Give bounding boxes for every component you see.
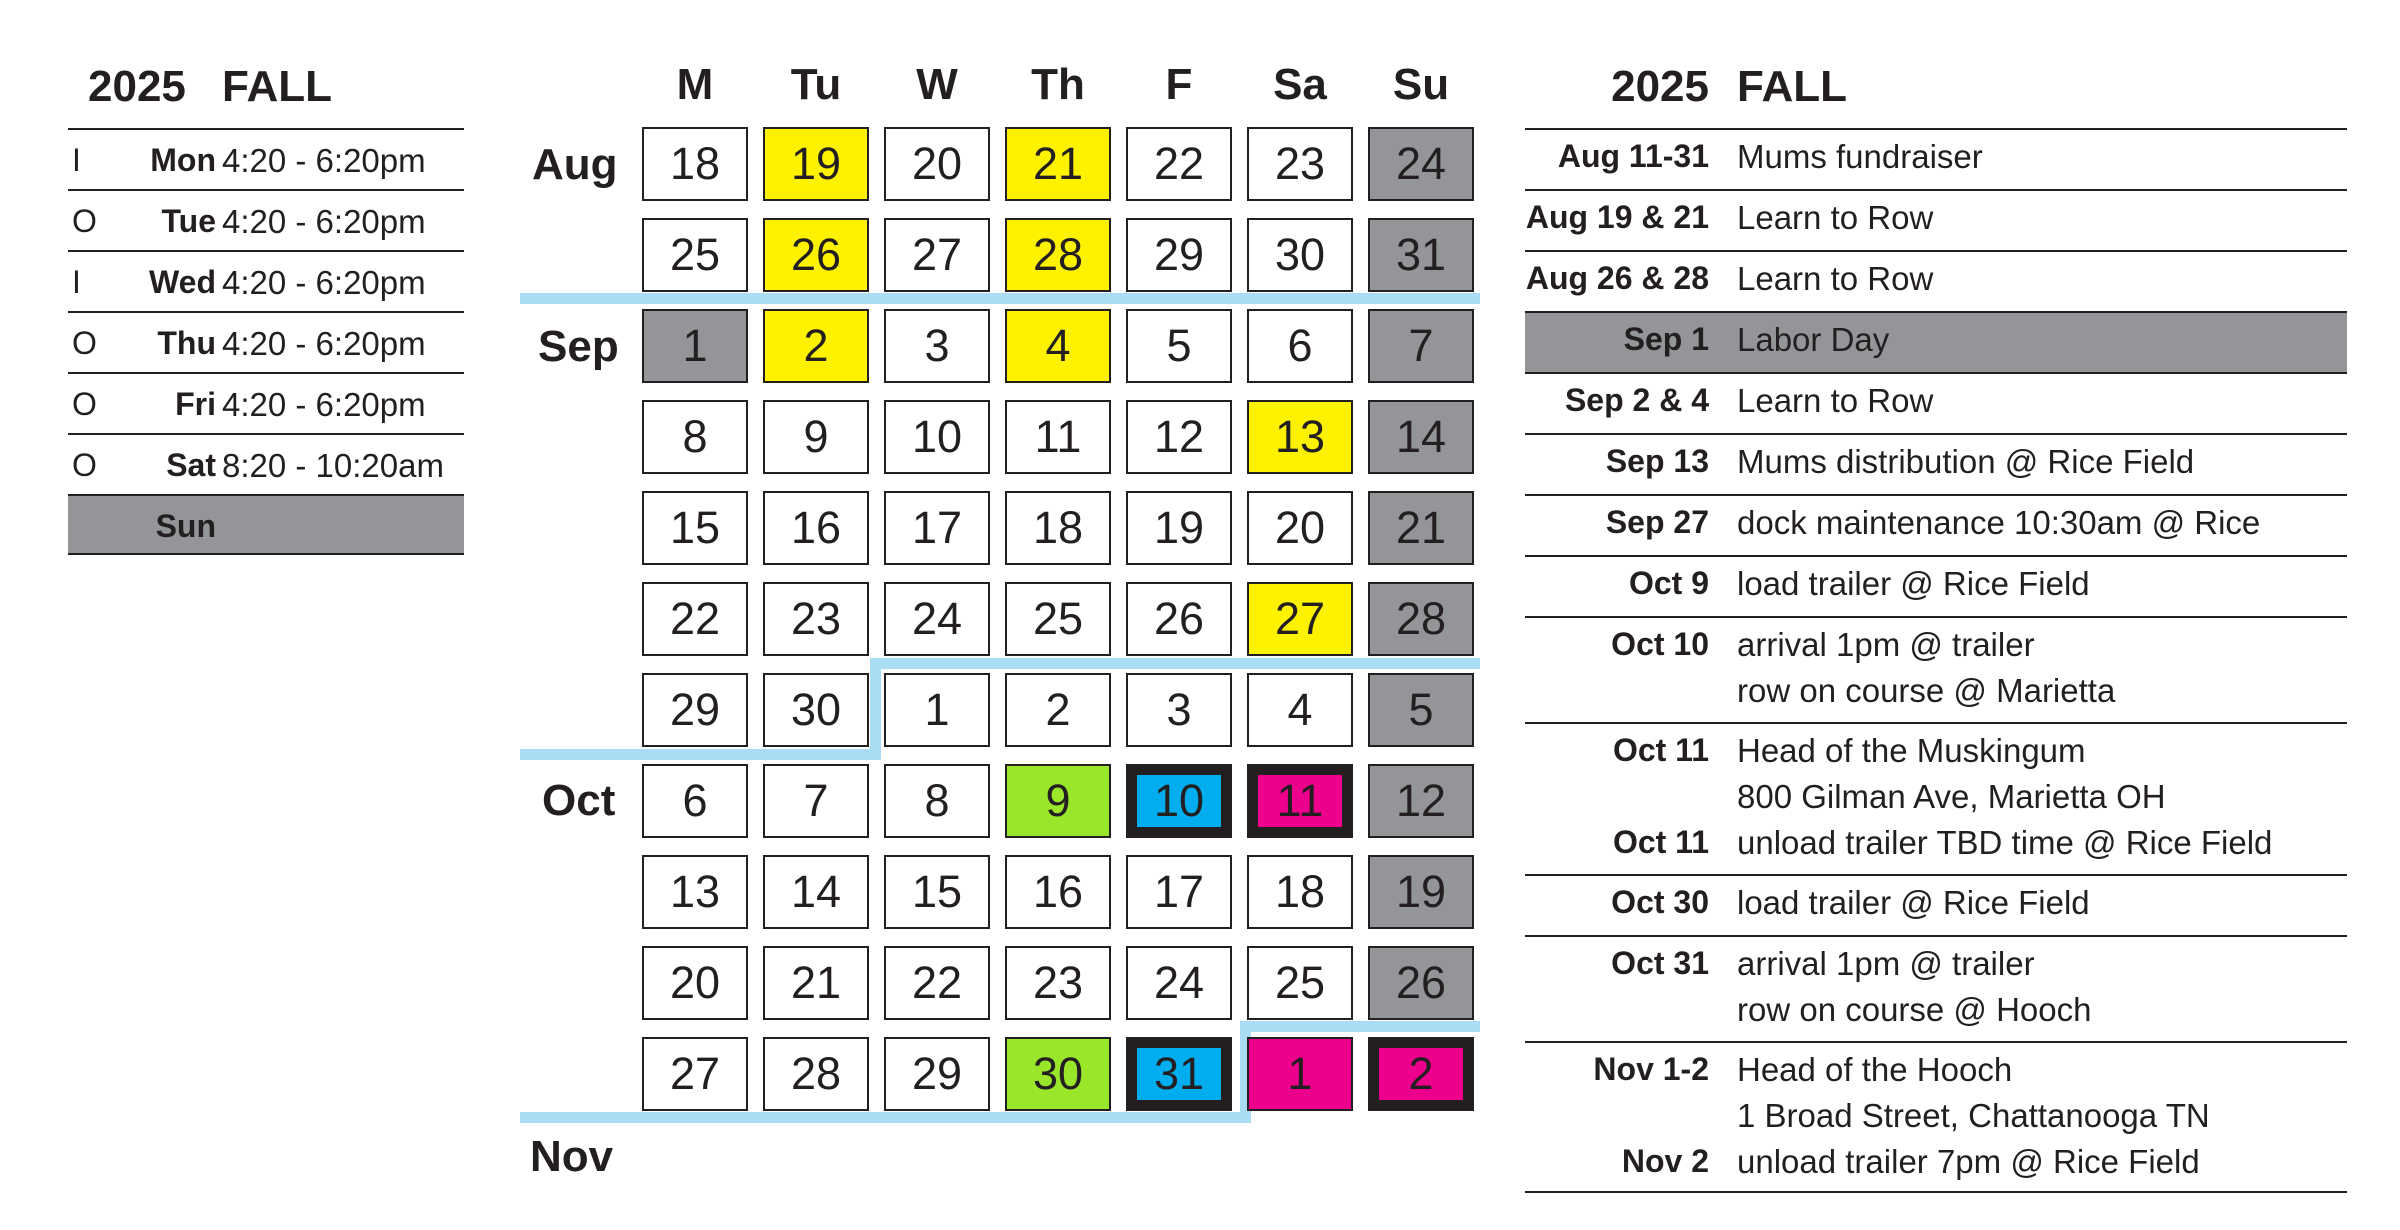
event-line bbox=[1525, 770, 2347, 816]
calendar-day: 2 bbox=[1368, 1037, 1474, 1111]
calendar-day: 18 bbox=[1005, 491, 1111, 565]
event-row bbox=[1525, 311, 2347, 372]
calendar-day: 17 bbox=[1126, 855, 1232, 929]
calendar-day: 31 bbox=[1126, 1037, 1232, 1111]
event-row bbox=[1525, 372, 2347, 433]
event-line bbox=[1525, 252, 2347, 311]
practice-day: Mon bbox=[150, 142, 216, 178]
event-description: 1 Broad Street, Chattanooga TN bbox=[1737, 1097, 2210, 1134]
event-date: Oct 10 bbox=[1611, 626, 1709, 662]
event-line bbox=[1525, 1089, 2347, 1135]
event-date: Sep 13 bbox=[1605, 443, 1709, 479]
practice-row bbox=[68, 250, 464, 311]
calendar-day: 13 bbox=[1247, 400, 1353, 474]
event-description: Learn to Row bbox=[1737, 382, 1934, 419]
practice-day: Thu bbox=[157, 325, 216, 361]
event-description: Learn to Row bbox=[1737, 199, 1934, 236]
event-date: Sep 2 & 4 bbox=[1564, 382, 1709, 418]
practice-row bbox=[68, 433, 464, 494]
calendar-day: 28 bbox=[1005, 218, 1111, 292]
calendar-day: 27 bbox=[642, 1037, 748, 1111]
practice-io-marker: O bbox=[72, 325, 97, 361]
practice-io-marker: I bbox=[72, 264, 81, 300]
season-calendar bbox=[520, 60, 1480, 1210]
event-row bbox=[1525, 1041, 2347, 1193]
practice-time: 4:20 - 6:20pm bbox=[222, 142, 426, 179]
practice-year: 2025 bbox=[88, 62, 186, 111]
event-row bbox=[1525, 935, 2347, 1041]
weekday-header: W bbox=[916, 60, 958, 109]
practice-day: Tue bbox=[161, 203, 216, 239]
event-line bbox=[1525, 664, 2347, 710]
practice-schedule-table bbox=[68, 62, 464, 555]
calendar-day: 10 bbox=[1126, 764, 1232, 838]
calendar-day: 20 bbox=[1247, 491, 1353, 565]
calendar-day: 26 bbox=[1126, 582, 1232, 656]
month-label: Sep bbox=[538, 322, 619, 371]
calendar-day: 12 bbox=[1126, 400, 1232, 474]
calendar-day: 23 bbox=[1247, 127, 1353, 201]
weekday-header: Th bbox=[1031, 60, 1085, 109]
month-divider bbox=[520, 293, 1480, 304]
event-description: row on course @ Hooch bbox=[1737, 991, 2092, 1028]
calendar-day: 31 bbox=[1368, 218, 1474, 292]
practice-rows bbox=[68, 128, 464, 555]
calendar-day: 11 bbox=[1247, 764, 1353, 838]
event-line bbox=[1525, 191, 2347, 250]
event-description: load trailer @ Rice Field bbox=[1737, 565, 2090, 602]
event-line bbox=[1525, 496, 2347, 555]
calendar-day: 5 bbox=[1368, 673, 1474, 747]
event-row bbox=[1525, 494, 2347, 555]
calendar-day: 12 bbox=[1368, 764, 1474, 838]
calendar-day: 30 bbox=[1005, 1037, 1111, 1111]
calendar-day: 29 bbox=[642, 673, 748, 747]
practice-day: Fri bbox=[175, 386, 216, 422]
event-description: arrival 1pm @ trailer bbox=[1737, 945, 2035, 982]
event-description: row on course @ Marietta bbox=[1737, 672, 2116, 709]
calendar-day: 19 bbox=[1368, 855, 1474, 929]
calendar-day: 7 bbox=[1368, 309, 1474, 383]
event-line bbox=[1525, 618, 2347, 664]
practice-row bbox=[68, 494, 464, 555]
events-header bbox=[1525, 62, 2347, 128]
event-description: Mums distribution @ Rice Field bbox=[1737, 443, 2195, 480]
weekday-header: Sa bbox=[1273, 60, 1327, 109]
events-rows bbox=[1525, 128, 2347, 1193]
practice-time: 8:20 - 10:20am bbox=[222, 447, 444, 484]
calendar-day: 2 bbox=[1005, 673, 1111, 747]
calendar-day: 8 bbox=[884, 764, 990, 838]
calendar-day: 1 bbox=[884, 673, 990, 747]
calendar-day: 28 bbox=[1368, 582, 1474, 656]
calendar-day: 22 bbox=[1126, 127, 1232, 201]
calendar-day: 20 bbox=[642, 946, 748, 1020]
calendar-day: 26 bbox=[1368, 946, 1474, 1020]
calendar-day: 25 bbox=[642, 218, 748, 292]
calendar-day: 11 bbox=[1005, 400, 1111, 474]
event-line bbox=[1525, 876, 2347, 935]
event-description: Head of the Hooch bbox=[1737, 1051, 2013, 1088]
calendar-day: 26 bbox=[763, 218, 869, 292]
calendar-day: 6 bbox=[642, 764, 748, 838]
calendar-day: 21 bbox=[1005, 127, 1111, 201]
calendar-day: 20 bbox=[884, 127, 990, 201]
event-date: Sep 27 bbox=[1605, 504, 1709, 540]
month-divider bbox=[870, 658, 1480, 669]
calendar-day: 24 bbox=[1126, 946, 1232, 1020]
calendar-day: 24 bbox=[884, 582, 990, 656]
event-line bbox=[1525, 313, 2347, 372]
event-description: unload trailer 7pm @ Rice Field bbox=[1737, 1143, 2200, 1180]
calendar-day: 16 bbox=[763, 491, 869, 565]
calendar-day: 7 bbox=[763, 764, 869, 838]
event-date: Nov 2 bbox=[1621, 1143, 1709, 1179]
calendar-day: 21 bbox=[763, 946, 869, 1020]
calendar-day: 30 bbox=[763, 673, 869, 747]
calendar-day: 25 bbox=[1005, 582, 1111, 656]
practice-time: 4:20 - 6:20pm bbox=[222, 386, 426, 423]
event-date: Nov 1-2 bbox=[1593, 1051, 1709, 1087]
event-line bbox=[1525, 937, 2347, 983]
calendar-day: 9 bbox=[1005, 764, 1111, 838]
practice-day: Sat bbox=[166, 447, 216, 483]
event-date: Oct 11 bbox=[1612, 732, 1709, 768]
practice-row bbox=[68, 311, 464, 372]
practice-day: Sun bbox=[155, 508, 216, 544]
month-divider bbox=[520, 1112, 1250, 1123]
calendar-day: 14 bbox=[763, 855, 869, 929]
calendar-day: 22 bbox=[884, 946, 990, 1020]
calendar-day: 24 bbox=[1368, 127, 1474, 201]
event-description: Learn to Row bbox=[1737, 260, 1934, 297]
event-line bbox=[1525, 374, 2347, 433]
calendar-day: 29 bbox=[1126, 218, 1232, 292]
practice-io-marker: O bbox=[72, 203, 97, 239]
calendar-day: 23 bbox=[763, 582, 869, 656]
practice-io-marker: I bbox=[72, 142, 81, 178]
calendar-day: 1 bbox=[1247, 1037, 1353, 1111]
calendar-day: 18 bbox=[1247, 855, 1353, 929]
practice-time: 4:20 - 6:20pm bbox=[222, 325, 426, 362]
calendar-day: 28 bbox=[763, 1037, 869, 1111]
practice-io-marker: O bbox=[72, 386, 97, 422]
calendar-day: 6 bbox=[1247, 309, 1353, 383]
event-date: Oct 30 bbox=[1611, 884, 1709, 920]
calendar-day: 22 bbox=[642, 582, 748, 656]
calendar-day: 21 bbox=[1368, 491, 1474, 565]
event-date: Aug 19 & 21 bbox=[1525, 199, 1709, 235]
calendar-day: 16 bbox=[1005, 855, 1111, 929]
month-divider bbox=[1240, 1021, 1480, 1032]
event-description: Mums fundraiser bbox=[1737, 138, 1983, 175]
calendar-day: 4 bbox=[1005, 309, 1111, 383]
event-description: Labor Day bbox=[1737, 321, 1890, 358]
calendar-day: 27 bbox=[884, 218, 990, 292]
event-line bbox=[1525, 983, 2347, 1029]
event-date: Oct 9 bbox=[1628, 565, 1709, 601]
event-date: Oct 11 bbox=[1612, 824, 1709, 860]
calendar-day: 2 bbox=[763, 309, 869, 383]
weekday-header: Su bbox=[1392, 60, 1450, 109]
calendar-day: 3 bbox=[1126, 673, 1232, 747]
weekday-header: Tu bbox=[790, 60, 842, 109]
practice-row bbox=[68, 128, 464, 189]
events-season: FALL bbox=[1737, 62, 1847, 111]
practice-time: 4:20 - 6:20pm bbox=[222, 264, 426, 301]
practice-header bbox=[68, 62, 464, 128]
calendar-day: 19 bbox=[1126, 491, 1232, 565]
practice-season: FALL bbox=[222, 62, 332, 111]
calendar-day: 18 bbox=[642, 127, 748, 201]
calendar-day: 27 bbox=[1247, 582, 1353, 656]
events-year: 2025 bbox=[1611, 62, 1709, 111]
event-description: unload trailer TBD time @ Rice Field bbox=[1737, 824, 2273, 861]
calendar-day: 3 bbox=[884, 309, 990, 383]
event-row bbox=[1525, 722, 2347, 874]
calendar-day: 13 bbox=[642, 855, 748, 929]
event-line bbox=[1525, 816, 2347, 862]
event-line bbox=[1525, 724, 2347, 770]
event-description: arrival 1pm @ trailer bbox=[1737, 626, 2035, 663]
event-description: load trailer @ Rice Field bbox=[1737, 884, 2090, 921]
month-divider bbox=[870, 658, 881, 760]
event-line bbox=[1525, 557, 2347, 616]
calendar-day: 17 bbox=[884, 491, 990, 565]
calendar-day: 8 bbox=[642, 400, 748, 474]
month-label: Aug bbox=[532, 140, 618, 189]
calendar-day: 19 bbox=[763, 127, 869, 201]
calendar-day: 4 bbox=[1247, 673, 1353, 747]
calendar-day: 9 bbox=[763, 400, 869, 474]
event-line bbox=[1525, 130, 2347, 189]
month-divider bbox=[520, 749, 878, 760]
practice-row bbox=[68, 372, 464, 433]
event-line bbox=[1525, 435, 2347, 494]
event-line bbox=[1525, 1135, 2347, 1181]
calendar-day: 30 bbox=[1247, 218, 1353, 292]
event-row bbox=[1525, 433, 2347, 494]
event-date: Aug 26 & 28 bbox=[1525, 260, 1709, 296]
event-row bbox=[1525, 616, 2347, 722]
calendar-day: 5 bbox=[1126, 309, 1232, 383]
practice-io-marker: O bbox=[72, 447, 97, 483]
practice-time: 4:20 - 6:20pm bbox=[222, 203, 426, 240]
event-description: dock maintenance 10:30am @ Rice bbox=[1737, 504, 2261, 541]
calendar-day: 25 bbox=[1247, 946, 1353, 1020]
event-line bbox=[1525, 1043, 2347, 1089]
calendar-day: 29 bbox=[884, 1037, 990, 1111]
event-row bbox=[1525, 189, 2347, 250]
event-row bbox=[1525, 555, 2347, 616]
event-row bbox=[1525, 874, 2347, 935]
event-description: Head of the Muskingum bbox=[1737, 732, 2086, 769]
events-table bbox=[1525, 62, 2347, 1193]
calendar-day: 1 bbox=[642, 309, 748, 383]
event-date: Oct 31 bbox=[1611, 945, 1709, 981]
event-row bbox=[1525, 128, 2347, 189]
practice-day: Wed bbox=[149, 264, 216, 300]
weekday-header: F bbox=[1165, 60, 1193, 109]
practice-row bbox=[68, 189, 464, 250]
month-label: Nov bbox=[530, 1132, 614, 1181]
calendar-day: 15 bbox=[884, 855, 990, 929]
event-date: Aug 11-31 bbox=[1557, 138, 1709, 174]
event-description: 800 Gilman Ave, Marietta OH bbox=[1737, 778, 2166, 815]
event-date: Sep 1 bbox=[1623, 321, 1709, 357]
calendar-day: 15 bbox=[642, 491, 748, 565]
calendar-day: 23 bbox=[1005, 946, 1111, 1020]
event-row bbox=[1525, 250, 2347, 311]
weekday-header: M bbox=[676, 60, 714, 109]
calendar-day: 10 bbox=[884, 400, 990, 474]
month-label: Oct bbox=[542, 776, 616, 825]
calendar-day: 14 bbox=[1368, 400, 1474, 474]
